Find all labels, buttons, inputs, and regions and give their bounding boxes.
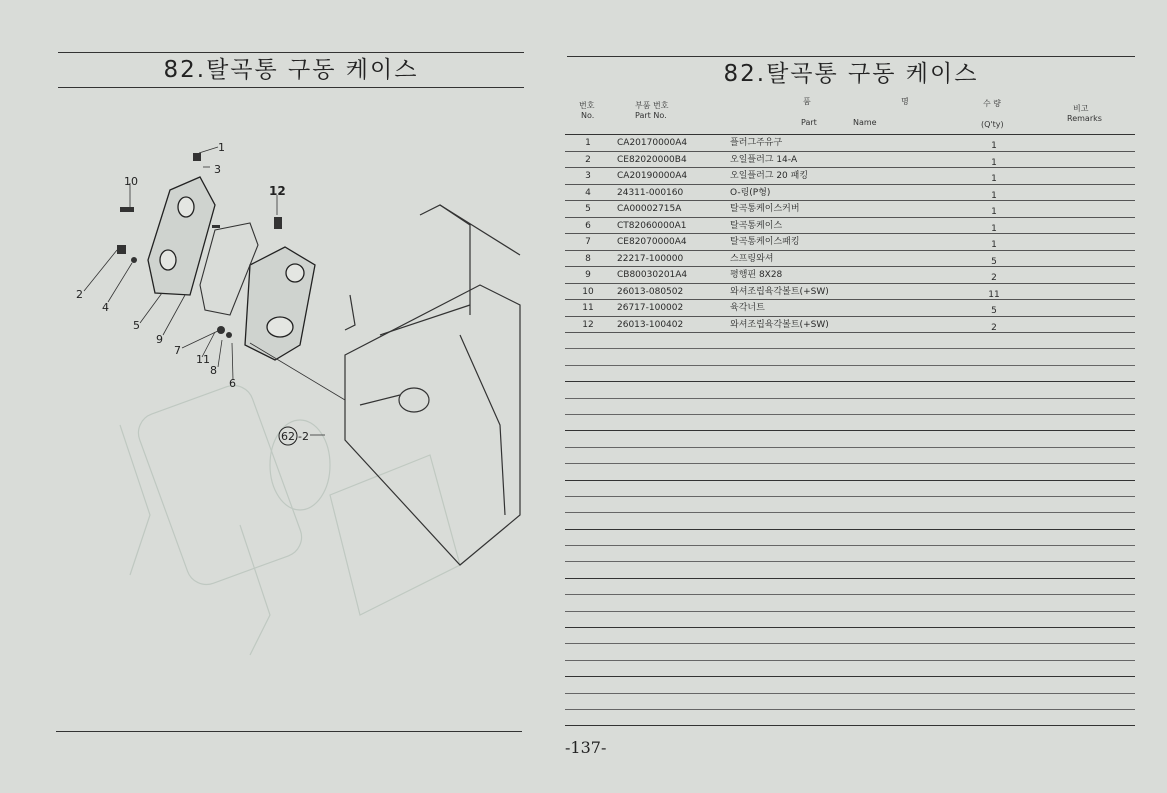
cell-qty: 1 — [991, 157, 997, 168]
empty-ruled-row — [565, 497, 1135, 513]
header-qty-ko: 수 량 — [983, 99, 1001, 108]
cell-part-name: 오일플러그 14-A — [730, 154, 798, 165]
cell-no: 7 — [585, 237, 591, 247]
empty-ruled-row — [565, 481, 1135, 497]
cell-part-no: 26013-100402 — [617, 319, 684, 330]
header-partno-en: Part No. — [635, 111, 667, 120]
cell-part-name: O-링(P형) — [730, 187, 771, 198]
cell-qty: 11 — [988, 289, 1000, 300]
exploded-parts-diagram — [0, 95, 545, 695]
empty-ruled-row — [565, 595, 1135, 611]
empty-ruled-row — [565, 661, 1135, 677]
callout-10: 10 — [124, 175, 138, 188]
cell-part-name: 와셔조립육각볼트(+SW) — [730, 286, 829, 297]
cell-part-no: CA20190000A4 — [617, 171, 688, 181]
empty-ruled-row — [565, 677, 1135, 693]
table-row — [565, 218, 1135, 235]
table-header — [565, 94, 1135, 135]
callout-5: 5 — [133, 319, 140, 332]
left-bottom-rule — [56, 731, 522, 732]
empty-ruled-row — [565, 464, 1135, 480]
callout-4: 4 — [102, 301, 109, 314]
table-row — [565, 152, 1135, 169]
cell-no: 8 — [585, 253, 591, 264]
cell-no: 12 — [582, 319, 594, 330]
callout-6: 6 — [229, 377, 236, 390]
cell-qty: 2 — [991, 273, 997, 283]
cell-qty: 5 — [991, 306, 997, 316]
cell-no: 6 — [585, 220, 591, 231]
cell-part-name: 스프링와셔 — [730, 253, 774, 264]
empty-ruled-row — [565, 448, 1135, 464]
callout-2: 2 — [76, 288, 83, 301]
cell-part-name: 육각너트 — [730, 303, 765, 313]
cell-no: 3 — [585, 171, 591, 181]
table-row — [565, 168, 1135, 185]
header-remarks-en: Remarks — [1067, 114, 1102, 123]
callout-9: 9 — [156, 333, 163, 346]
parts-table — [565, 94, 1135, 726]
empty-ruled-row — [565, 562, 1135, 578]
header-name-en-2: Name — [853, 118, 877, 127]
cell-part-name: 탈곡통케이스 — [730, 220, 783, 231]
empty-ruled-row — [565, 415, 1135, 431]
cell-part-name: 탈곡통케이스패킹 — [730, 237, 800, 247]
header-qty-en: (Q'ty) — [981, 120, 1004, 129]
cell-part-no: 26717-100002 — [617, 303, 684, 313]
cell-qty: 1 — [991, 174, 997, 184]
cell-qty: 1 — [991, 141, 997, 151]
cell-no: 10 — [582, 286, 594, 297]
table-row — [565, 284, 1135, 301]
empty-ruled-row — [565, 513, 1135, 529]
empty-ruled-row — [565, 612, 1135, 628]
table-row — [565, 251, 1135, 268]
header-no-ko: 번호 — [579, 101, 595, 110]
table-empty-rows — [565, 333, 1135, 726]
cell-part-no: 26013-080502 — [617, 286, 684, 297]
cell-qty: 1 — [991, 223, 997, 234]
cell-no: 1 — [585, 138, 591, 148]
header-name-en-1: Part — [801, 118, 817, 127]
empty-ruled-row — [565, 431, 1135, 447]
cell-part-no: CA20170000A4 — [617, 138, 688, 148]
cell-qty: 1 — [991, 207, 997, 217]
cell-no: 5 — [585, 204, 591, 214]
table-row — [565, 185, 1135, 202]
table-row — [565, 201, 1135, 218]
empty-ruled-row — [565, 628, 1135, 644]
header-partno-ko: 부품 번호 — [635, 101, 669, 110]
right-page-title: 82.탈곡통 구동 케이스 — [567, 56, 1135, 90]
header-name-ko-1: 품 — [803, 97, 811, 106]
table-row — [565, 234, 1135, 251]
header-name-ko-2: 명 — [901, 97, 909, 106]
callout-8: 8 — [210, 364, 217, 377]
callout-7: 7 — [174, 344, 181, 357]
cell-qty: 1 — [991, 240, 997, 250]
empty-ruled-row — [565, 399, 1135, 415]
callout-12: 12 — [269, 184, 286, 198]
cell-qty: 2 — [991, 322, 997, 333]
left-page-title: 82.탈곡통 구동 케이스 — [58, 52, 524, 88]
callout-1: 1 — [218, 141, 225, 154]
table-row — [565, 300, 1135, 317]
table-row — [565, 135, 1135, 152]
cell-part-name: 오일플러그 20 패킹 — [730, 171, 809, 181]
empty-ruled-row — [565, 710, 1135, 726]
empty-ruled-row — [565, 366, 1135, 382]
empty-ruled-row — [565, 546, 1135, 562]
callout-62: 62 — [281, 430, 295, 443]
cell-part-no: CA00002715A — [617, 204, 682, 214]
header-no-en: No. — [581, 111, 595, 120]
empty-ruled-row — [565, 644, 1135, 660]
empty-ruled-row — [565, 694, 1135, 710]
table-body — [565, 135, 1135, 333]
cell-no: 11 — [582, 303, 594, 313]
cell-part-no: CB80030201A4 — [617, 270, 688, 280]
callout-11: 11 — [196, 353, 210, 366]
cell-no: 4 — [585, 187, 591, 198]
cell-qty: 5 — [991, 256, 997, 267]
cell-part-no: CE82020000B4 — [617, 154, 687, 165]
table-row — [565, 317, 1135, 334]
callout-3: 3 — [214, 163, 221, 176]
cell-part-no: CT82060000A1 — [617, 220, 687, 231]
cell-no: 2 — [585, 154, 591, 165]
empty-ruled-row — [565, 349, 1135, 365]
header-remarks-ko: 비고 — [1073, 104, 1089, 113]
cell-part-name: 플러그주유구 — [730, 138, 783, 148]
empty-ruled-row — [565, 530, 1135, 546]
cell-part-no: CE82070000A4 — [617, 237, 687, 247]
callout-minus-2: -2 — [298, 430, 309, 443]
cell-part-name: 탈곡통케이스커버 — [730, 204, 800, 214]
empty-ruled-row — [565, 382, 1135, 398]
table-row — [565, 267, 1135, 284]
cell-part-no: 24311-000160 — [617, 187, 684, 198]
empty-ruled-row — [565, 579, 1135, 595]
page-number: -137- — [565, 738, 607, 757]
left-page — [0, 0, 545, 793]
empty-ruled-row — [565, 333, 1135, 349]
right-page — [545, 0, 1167, 793]
cell-part-name: 와셔조립육각볼트(+SW) — [730, 319, 829, 330]
cell-qty: 1 — [991, 190, 997, 201]
cell-part-no: 22217-100000 — [617, 253, 684, 264]
cell-part-name: 평행핀 8X28 — [730, 270, 783, 280]
cell-no: 9 — [585, 270, 591, 280]
